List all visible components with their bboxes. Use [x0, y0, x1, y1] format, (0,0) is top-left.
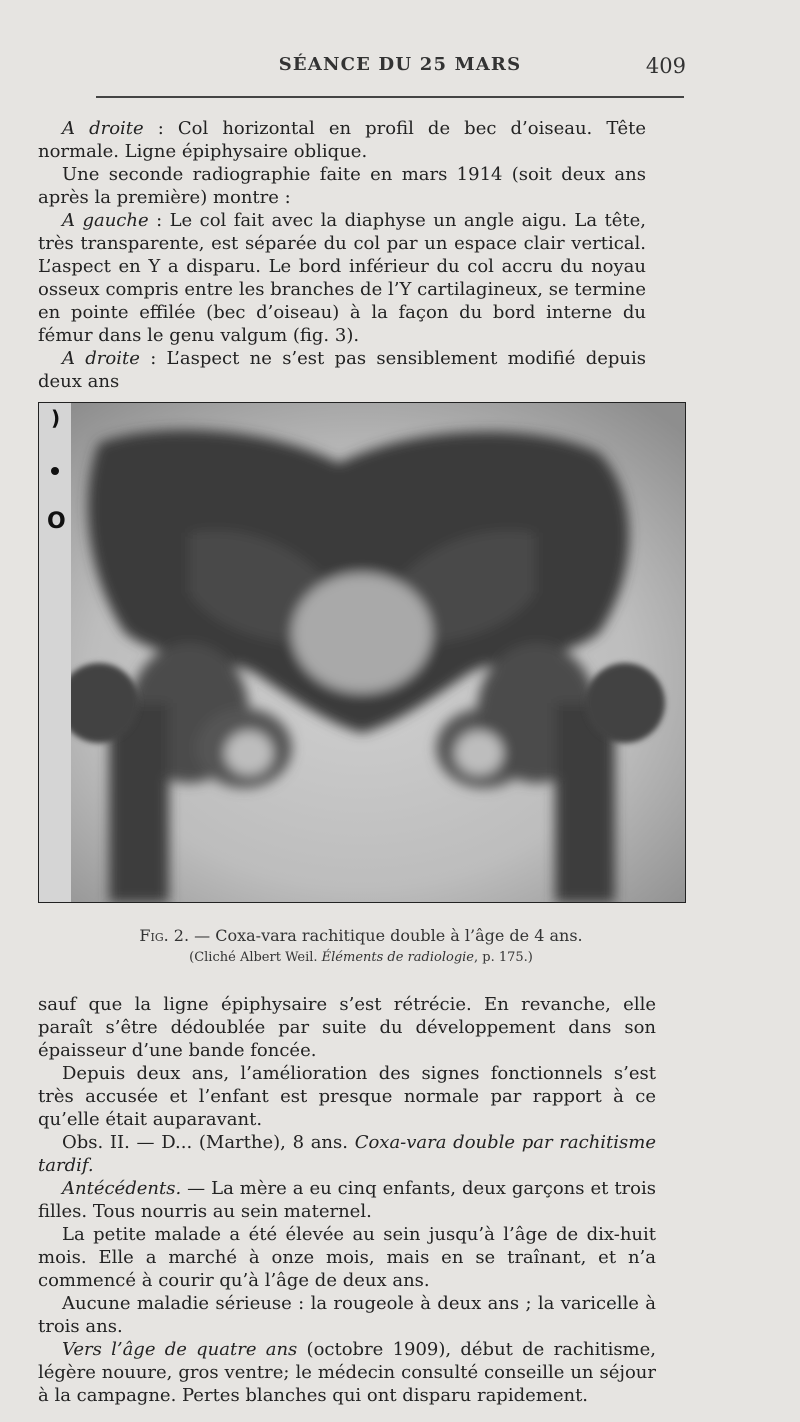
paragraph-lead: A droite: [62, 348, 140, 369]
running-title: SÉANCE DU 25 MARS: [278, 54, 522, 75]
figure-credit: [38, 947, 684, 969]
page-number: 409: [645, 54, 686, 78]
paragraph-text: sauf que la ligne épiphysaire s’est rétrécie. En revanche, elle paraît s’être dédoublée par suite du développement dans son épaisseur d’une bande foncée.: [38, 994, 656, 1061]
header-rule: [96, 96, 684, 98]
paragraph-rickets: [38, 1338, 656, 1407]
figure-caption-text: — Coxa-vara rachitique double à l’âge de 4 ans.: [189, 926, 583, 945]
paragraph-continued: [38, 993, 656, 1062]
paragraph-breastfed: [38, 1223, 656, 1292]
paragraph-antecedents: [38, 1177, 656, 1223]
paragraph-lead: A gauche: [62, 210, 149, 231]
figure-caption: [38, 925, 684, 969]
running-head: [38, 52, 762, 82]
paragraph-text: — La mère a eu cinq enfants, deux garçons et trois filles. Tous nourris au sein maternel.: [38, 1178, 656, 1222]
svg-text:): ): [51, 406, 61, 430]
paragraph-lead: Vers l’âge de quatre ans: [62, 1339, 298, 1360]
paragraph-illnesses: [38, 1292, 656, 1338]
xray-figure: [38, 402, 686, 903]
paragraph-text: La petite malade a été élevée au sein jusqu’à l’âge de dix-huit mois. Elle a marché à onze mois, mais en se traînant, et n’a commencé à courir qu’à l’âge de deux ans.: [38, 1224, 656, 1291]
paragraph-text: (octobre 1909), début de rachitisme, légère nouure, gros ventre; le médecin consulté conseille un séjour à la campagne. Pertes blanches qui ont disparu rapidement.: [38, 1339, 657, 1406]
observation-label: Obs. II. — D... (Marthe), 8 ans.: [62, 1132, 355, 1153]
figure-credit-title: Éléments de radiologie: [321, 950, 474, 965]
paragraph-text: : Le col fait avec la diaphyse un angle aigu. La tête, très transparente, est séparée du col par un espace clair vertical. L’aspect en Y a disparu. Le bord inférieur du col accru du noyau osseux compris entre les branches de l’Y cartilagineux, se termine en pointe effilée (bec d’oiseau) à la façon du bord interne du fémur dans le genu valgum (fig. 3).: [38, 210, 646, 346]
book-page: [38, 38, 762, 1406]
bottom-text-block: [38, 993, 656, 1407]
paragraph-text: Aucune maladie sérieuse : la rougeole à deux ans ; la varicelle à trois ans.: [38, 1293, 656, 1337]
paragraph-second-radiograph: [38, 163, 646, 209]
figure-caption-line: [38, 925, 684, 947]
paragraph-text: : L’aspect ne s’est pas sensiblement modifié depuis deux ans: [38, 348, 647, 392]
paragraph-right-2: [38, 347, 646, 393]
figure-credit-prefix: (Cliché Albert Weil.: [189, 950, 322, 965]
paragraph-lead: A droite: [62, 118, 144, 139]
paragraph-observation: [38, 1131, 656, 1177]
paragraph-left: [38, 209, 646, 347]
svg-text:O: O: [47, 509, 66, 534]
observation-title: Coxa-vara double par rachitisme tardif.: [38, 1132, 657, 1176]
paragraph-improvement: [38, 1062, 656, 1131]
figure-label: Fig. 2.: [139, 926, 190, 945]
paragraph-lead: Antécédents.: [62, 1178, 182, 1199]
paragraph-text: Depuis deux ans, l’amélioration des signes fonctionnels s’est très accusée et l’enfant est presque normale par rapport à ce qu’elle était auparavant.: [38, 1063, 656, 1130]
xray-image: [39, 403, 685, 902]
top-text-block: [38, 117, 646, 393]
figure-credit-suffix: , p. 175.): [474, 950, 533, 965]
paragraph-text: Une seconde radiographie faite en mars 1914 (soit deux ans après la première) montre :: [38, 164, 646, 208]
paragraph-right-1: [38, 117, 646, 163]
paragraph-text: : Col horizontal en profil de bec d’oiseau. Tête normale. Ligne épiphysaire oblique.: [38, 118, 647, 162]
